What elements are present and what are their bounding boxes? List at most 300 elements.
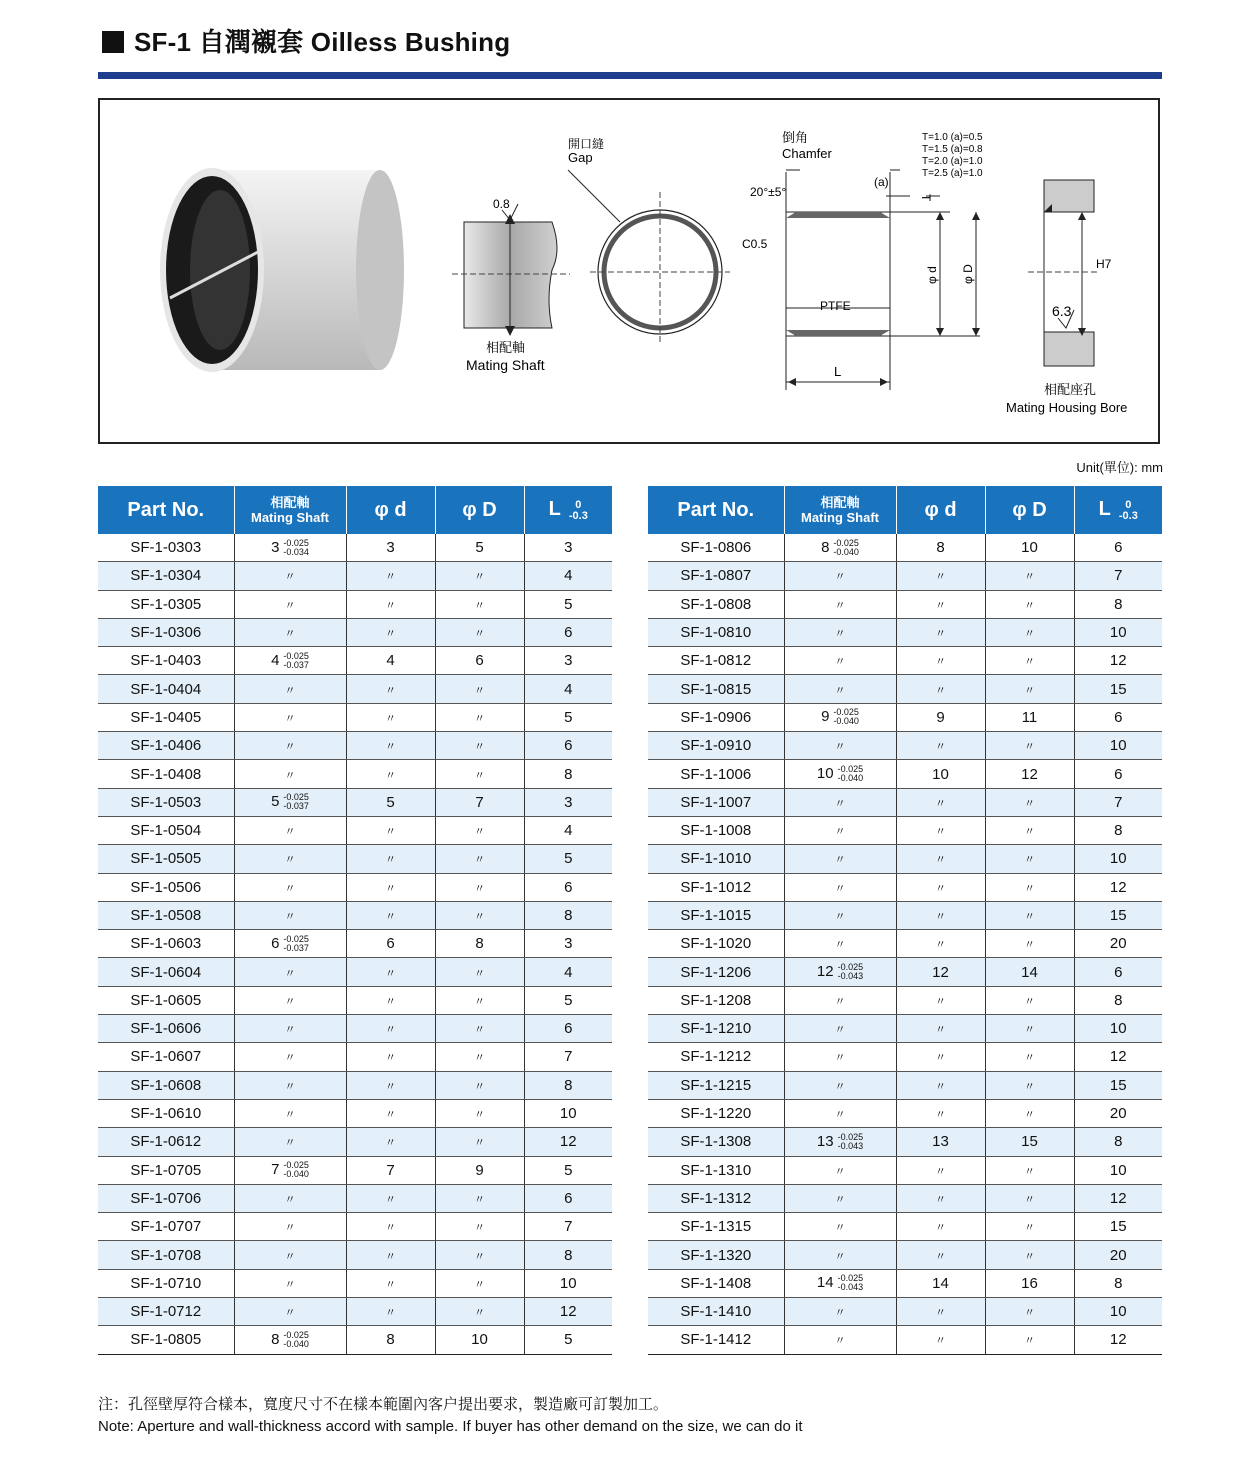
bore-roughness: 6.3 [1052,303,1072,319]
part-number-cell: SF-1-1215 [648,1071,784,1099]
length-cell: 10 [1074,732,1162,760]
bushing-section-drawing [742,130,983,390]
part-number-cell: SF-1-0708 [98,1241,234,1269]
table-row [98,1128,612,1156]
outer-diameter-cell: 〃 [435,816,524,844]
length-cell: 6 [524,873,612,901]
header-length: L 0 -0.3 [1074,486,1162,534]
length-cell: 7 [524,1213,612,1241]
outer-diameter-cell: 〃 [435,675,524,703]
table-row [648,958,1162,986]
part-number-cell: SF-1-0305 [98,590,234,618]
inner-diameter-cell: 〃 [346,873,435,901]
part-number-cell: SF-1-0608 [98,1071,234,1099]
mating-shaft-cell: 6 -0.025 -0.037 [234,930,346,958]
mating-shaft-cell: 〃 [234,1071,346,1099]
mating-shaft-cell: 〃 [784,647,896,675]
mating-shaft-cell: 〃 [784,1071,896,1099]
length-cell: 3 [524,788,612,816]
t-note-1: T=1.0 (a)=0.5 [922,132,983,143]
table-row [98,930,612,958]
inner-diameter-cell: 〃 [346,760,435,788]
part-number-cell: SF-1-0606 [98,1015,234,1043]
inner-diameter-cell: 〃 [896,930,985,958]
mating-shaft-cell: 〃 [784,590,896,618]
header-part-no: Part No. [648,486,784,534]
outer-diameter-cell: 10 [985,534,1074,562]
mating-shaft-cell: 9 -0.025 -0.040 [784,703,896,731]
mating-shaft-cell: 〃 [234,1241,346,1269]
chamfer-label-en: Chamfer [782,146,832,161]
table-row [648,1015,1162,1043]
outer-diameter-cell: 11 [985,703,1074,731]
inner-diameter-cell: 〃 [346,1071,435,1099]
length-cell: 12 [1074,873,1162,901]
length-cell: 6 [524,732,612,760]
phi-d-label: φ d [925,266,939,284]
outer-diameter-cell: 〃 [435,1015,524,1043]
outer-diameter-cell: 〃 [435,958,524,986]
outer-diameter-cell: 〃 [435,732,524,760]
part-number-cell: SF-1-0805 [98,1326,234,1354]
length-cell: 4 [524,958,612,986]
inner-diameter-cell: 〃 [346,901,435,929]
outer-diameter-cell: 〃 [985,1326,1074,1354]
table-row [648,930,1162,958]
ptfe-label: PTFE [820,299,851,313]
part-number-cell: SF-1-0607 [98,1043,234,1071]
length-cell: 3 [524,930,612,958]
bushing-drawing [100,100,1158,442]
length-cell: 20 [1074,1241,1162,1269]
length-cell: 7 [524,1043,612,1071]
t-note-4: T=2.5 (a)=1.0 [922,168,983,179]
part-number-cell: SF-1-0808 [648,590,784,618]
mating-shaft-drawing [452,197,570,373]
part-number-cell: SF-1-0707 [98,1213,234,1241]
outer-diameter-cell: 〃 [985,873,1074,901]
part-number-cell: SF-1-0806 [648,534,784,562]
mating-shaft-cell: 〃 [784,732,896,760]
part-number-cell: SF-1-1312 [648,1184,784,1212]
length-cell: 8 [524,760,612,788]
mating-shaft-cell: 〃 [784,1326,896,1354]
inner-diameter-cell: 〃 [896,901,985,929]
inner-diameter-cell: 〃 [346,1184,435,1212]
length-cell: 6 [524,618,612,646]
table-row [98,958,612,986]
mating-shaft-cell: 〃 [234,845,346,873]
table-row [648,675,1162,703]
spec-table-left-body [98,534,612,1354]
outer-diameter-cell: 〃 [985,562,1074,590]
spec-table-right [648,486,1162,1355]
inner-diameter-cell: 〃 [346,703,435,731]
outer-diameter-cell: 〃 [985,816,1074,844]
table-row [648,562,1162,590]
chamfer-a-label: (a) [874,175,889,189]
outer-diameter-cell: 〃 [435,760,524,788]
mating-shaft-cell: 〃 [234,703,346,731]
length-cell: 12 [524,1298,612,1326]
table-row [98,1269,612,1297]
part-number-cell: SF-1-1006 [648,760,784,788]
outer-diameter-cell: 8 [435,930,524,958]
length-cell: 7 [1074,562,1162,590]
length-cell: 10 [1074,1298,1162,1326]
inner-diameter-cell: 〃 [346,1015,435,1043]
outer-diameter-cell: 〃 [435,1298,524,1326]
length-cell: 10 [524,1269,612,1297]
table-row [98,732,612,760]
table-row [648,534,1162,562]
table-row [98,986,612,1014]
outer-diameter-cell: 10 [435,1326,524,1354]
mating-shaft-cell: 12 -0.025 -0.043 [784,958,896,986]
table-row [648,873,1162,901]
part-number-cell: SF-1-0610 [98,1099,234,1127]
part-number-cell: SF-1-1020 [648,930,784,958]
part-number-cell: SF-1-0504 [98,816,234,844]
length-cell: 15 [1074,1071,1162,1099]
table-row [648,1326,1162,1354]
outer-diameter-cell: 〃 [985,1298,1074,1326]
part-number-cell: SF-1-0508 [98,901,234,929]
table-row [648,1241,1162,1269]
outer-diameter-cell: 〃 [435,986,524,1014]
length-cell: 12 [1074,1043,1162,1071]
part-number-cell: SF-1-1220 [648,1099,784,1127]
inner-diameter-cell: 12 [896,958,985,986]
mating-shaft-cell: 13 -0.025 -0.043 [784,1128,896,1156]
part-number-cell: SF-1-1206 [648,958,784,986]
gap-label-en: Gap [568,150,593,165]
part-number-cell: SF-1-0710 [98,1269,234,1297]
length-cell: 12 [1074,647,1162,675]
inner-diameter-cell: 10 [896,760,985,788]
inner-diameter-cell: 〃 [896,986,985,1014]
part-number-cell: SF-1-1315 [648,1213,784,1241]
outer-diameter-cell: 5 [435,534,524,562]
length-cell: 6 [1074,703,1162,731]
part-number-cell: SF-1-0503 [98,788,234,816]
length-cell: 6 [524,1015,612,1043]
part-number-cell: SF-1-0506 [98,873,234,901]
length-cell: 5 [524,590,612,618]
part-number-cell: SF-1-0612 [98,1128,234,1156]
header-mating-shaft: 相配軸 Mating Shaft [784,486,896,534]
length-cell: 6 [1074,958,1162,986]
part-number-cell: SF-1-1015 [648,901,784,929]
t-label: T [919,194,933,202]
part-number-cell: SF-1-0403 [98,647,234,675]
technical-figure [98,98,1160,444]
length-cell: 15 [1074,675,1162,703]
part-number-cell: SF-1-0705 [98,1156,234,1184]
table-row [98,1298,612,1326]
mating-shaft-cell: 〃 [784,1298,896,1326]
part-number-cell: SF-1-0706 [98,1184,234,1212]
outer-diameter-cell: 〃 [985,647,1074,675]
length-cell: 15 [1074,1213,1162,1241]
inner-diameter-cell: 〃 [346,958,435,986]
outer-diameter-cell: 〃 [985,1071,1074,1099]
mating-shaft-cell: 〃 [784,1043,896,1071]
table-row [648,732,1162,760]
inner-diameter-cell: 〃 [896,1184,985,1212]
inner-diameter-cell: 〃 [346,1128,435,1156]
part-number-cell: SF-1-1208 [648,986,784,1014]
mating-shaft-cell: 3 -0.025 -0.034 [234,534,346,562]
outer-diameter-cell: 〃 [985,986,1074,1014]
table-row [648,760,1162,788]
header-mating-shaft: 相配軸 Mating Shaft [234,486,346,534]
table-row [648,1099,1162,1127]
inner-diameter-cell: 〃 [896,562,985,590]
outer-diameter-cell: 16 [985,1269,1074,1297]
part-number-cell: SF-1-0605 [98,986,234,1014]
mating-shaft-cell: 〃 [234,1213,346,1241]
part-number-cell: SF-1-0807 [648,562,784,590]
mating-shaft-cell: 〃 [234,760,346,788]
table-row [98,1071,612,1099]
part-number-cell: SF-1-1412 [648,1326,784,1354]
length-cell: 12 [1074,1326,1162,1354]
outer-diameter-cell: 〃 [985,845,1074,873]
header-outer-diameter: φ D [435,486,524,534]
inner-diameter-cell: 〃 [346,1241,435,1269]
inner-diameter-cell: 14 [896,1269,985,1297]
inner-diameter-cell: 〃 [346,562,435,590]
table-row [648,703,1162,731]
inner-diameter-cell: 4 [346,647,435,675]
mating-shaft-cell: 14 -0.025 -0.043 [784,1269,896,1297]
part-number-cell: SF-1-1008 [648,816,784,844]
table-row [648,590,1162,618]
table-row [98,1156,612,1184]
mating-shaft-cell: 〃 [234,1015,346,1043]
length-cell: 10 [1074,618,1162,646]
table-row [98,1015,612,1043]
inner-diameter-cell: 〃 [896,1298,985,1326]
outer-diameter-cell: 6 [435,647,524,675]
length-cell: 5 [524,986,612,1014]
table-row [98,534,612,562]
length-cell: 3 [524,534,612,562]
inner-diameter-cell: 〃 [346,1043,435,1071]
outer-diameter-cell: 〃 [435,873,524,901]
table-row [98,845,612,873]
part-number-cell: SF-1-0408 [98,760,234,788]
mating-shaft-cell: 〃 [234,732,346,760]
outer-diameter-cell: 〃 [985,1099,1074,1127]
chamfer-angle: 20°±5° [750,185,787,199]
length-cell: 8 [524,1071,612,1099]
mating-shaft-cell: 4 -0.025 -0.037 [234,647,346,675]
length-cell: 5 [524,845,612,873]
length-cell: 12 [524,1128,612,1156]
inner-diameter-cell: 6 [346,930,435,958]
part-number-cell: SF-1-0906 [648,703,784,731]
outer-diameter-cell: 〃 [435,1043,524,1071]
length-cell: 8 [1074,816,1162,844]
gap-ring-drawing [568,137,730,344]
outer-diameter-cell: 〃 [435,1184,524,1212]
table-row [648,1184,1162,1212]
inner-diameter-cell: 〃 [346,732,435,760]
t-note-2: T=1.5 (a)=0.8 [922,144,983,155]
spec-table-right-body [648,534,1162,1354]
table-row [98,1184,612,1212]
mating-shaft-cell: 〃 [784,675,896,703]
t-note-3: T=2.0 (a)=1.0 [922,156,983,167]
table-row [98,760,612,788]
mating-shaft-cell: 〃 [784,1241,896,1269]
outer-diameter-cell: 〃 [985,590,1074,618]
table-row [648,1071,1162,1099]
inner-diameter-cell: 〃 [346,675,435,703]
part-number-cell: SF-1-1010 [648,845,784,873]
mating-shaft-cell: 〃 [784,1015,896,1043]
part-number-cell: SF-1-0304 [98,562,234,590]
mating-shaft-cell: 〃 [234,1099,346,1127]
note-chinese: 注：孔徑壁厚符合樣本，寬度尺寸不在樣本範圍內客户提出要求，製造廠可訂製加工。 [98,1396,669,1413]
part-number-cell: SF-1-0404 [98,675,234,703]
part-number-cell: SF-1-0910 [648,732,784,760]
length-cell: 4 [524,816,612,844]
outer-diameter-cell: 〃 [435,618,524,646]
mating-shaft-cell: 〃 [234,1043,346,1071]
table-row [648,1043,1162,1071]
table-row [648,986,1162,1014]
outer-diameter-cell: 9 [435,1156,524,1184]
bushing-photo [160,168,404,372]
outer-diameter-cell: 〃 [435,562,524,590]
mating-shaft-cell: 〃 [784,816,896,844]
table-row [98,1043,612,1071]
part-number-cell: SF-1-0604 [98,958,234,986]
length-cell: 8 [524,901,612,929]
outer-diameter-cell: 〃 [435,1071,524,1099]
mating-shaft-cell: 〃 [234,958,346,986]
table-row [98,703,612,731]
title-rule [98,72,1162,79]
mating-shaft-cell: 〃 [234,1298,346,1326]
part-number-cell: SF-1-1308 [648,1128,784,1156]
mating-shaft-cell: 〃 [784,873,896,901]
inner-diameter-cell: 7 [346,1156,435,1184]
mating-shaft-cell: 〃 [784,1184,896,1212]
outer-diameter-cell: 〃 [435,590,524,618]
length-cell: 8 [1074,1128,1162,1156]
outer-diameter-cell: 〃 [435,1241,524,1269]
l-dimension-label: L [834,364,842,379]
mating-shaft-cell: 〃 [784,845,896,873]
table-row [98,816,612,844]
header-part-no: Part No. [98,486,234,534]
outer-diameter-cell: 〃 [985,618,1074,646]
inner-diameter-cell: 〃 [346,1269,435,1297]
mating-shaft-cell: 〃 [234,1128,346,1156]
outer-diameter-cell: 〃 [435,1099,524,1127]
inner-diameter-cell: 〃 [896,845,985,873]
phi-D-label: φ D [961,264,975,284]
inner-diameter-cell: 〃 [896,1099,985,1127]
inner-diameter-cell: 〃 [896,816,985,844]
table-row [648,618,1162,646]
table-row [648,1128,1162,1156]
inner-diameter-cell: 〃 [896,1326,985,1354]
header-inner-diameter: φ d [896,486,985,534]
length-cell: 20 [1074,1099,1162,1127]
mating-shaft-cell: 〃 [234,901,346,929]
mating-shaft-cell: 〃 [234,1269,346,1297]
mating-shaft-cell: 〃 [784,788,896,816]
mating-shaft-cell: 〃 [234,562,346,590]
inner-diameter-cell: 〃 [346,986,435,1014]
inner-diameter-cell: 〃 [896,1071,985,1099]
length-cell: 10 [1074,1015,1162,1043]
outer-diameter-cell: 〃 [985,930,1074,958]
table-row [98,675,612,703]
table-row [648,816,1162,844]
inner-diameter-cell: 〃 [346,1213,435,1241]
shaft-roughness: 0.8 [493,197,510,211]
length-cell: 8 [1074,590,1162,618]
inner-diameter-cell: 〃 [896,675,985,703]
part-number-cell: SF-1-1310 [648,1156,784,1184]
length-cell: 6 [1074,534,1162,562]
length-cell: 5 [524,1156,612,1184]
part-number-cell: SF-1-1012 [648,873,784,901]
gap-label-zh: 開口縫 [568,137,605,151]
length-cell: 10 [524,1099,612,1127]
mating-shaft-cell: 〃 [784,618,896,646]
table-row [648,901,1162,929]
length-cell: 4 [524,675,612,703]
mating-shaft-cell: 〃 [234,986,346,1014]
part-number-cell: SF-1-1007 [648,788,784,816]
length-cell: 6 [524,1184,612,1212]
outer-diameter-cell: 7 [435,788,524,816]
inner-diameter-cell: 〃 [346,1099,435,1127]
mating-shaft-cell: 〃 [234,816,346,844]
mating-shaft-cell: 8 -0.025 -0.040 [784,534,896,562]
inner-diameter-cell: 13 [896,1128,985,1156]
inner-diameter-cell: 9 [896,703,985,731]
housing-bore-drawing [1006,180,1127,415]
part-number-cell: SF-1-1410 [648,1298,784,1326]
inner-diameter-cell: 〃 [896,1015,985,1043]
inner-diameter-cell: 〃 [896,647,985,675]
inner-diameter-cell: 〃 [346,1298,435,1326]
chamfer-label-zh: 倒角 [782,130,809,145]
inner-diameter-cell: 〃 [896,618,985,646]
h7-label: H7 [1096,257,1112,271]
table-row [98,1213,612,1241]
table-row [648,1269,1162,1297]
part-number-cell: SF-1-0306 [98,618,234,646]
mating-shaft-cell: 〃 [784,1156,896,1184]
mating-shaft-cell: 〃 [234,873,346,901]
mating-shaft-cell: 7 -0.025 -0.040 [234,1156,346,1184]
mating-shaft-cell: 〃 [784,1213,896,1241]
length-cell: 8 [1074,1269,1162,1297]
table-row [648,1156,1162,1184]
inner-diameter-cell: 3 [346,534,435,562]
part-number-cell: SF-1-0405 [98,703,234,731]
outer-diameter-cell: 〃 [985,1156,1074,1184]
